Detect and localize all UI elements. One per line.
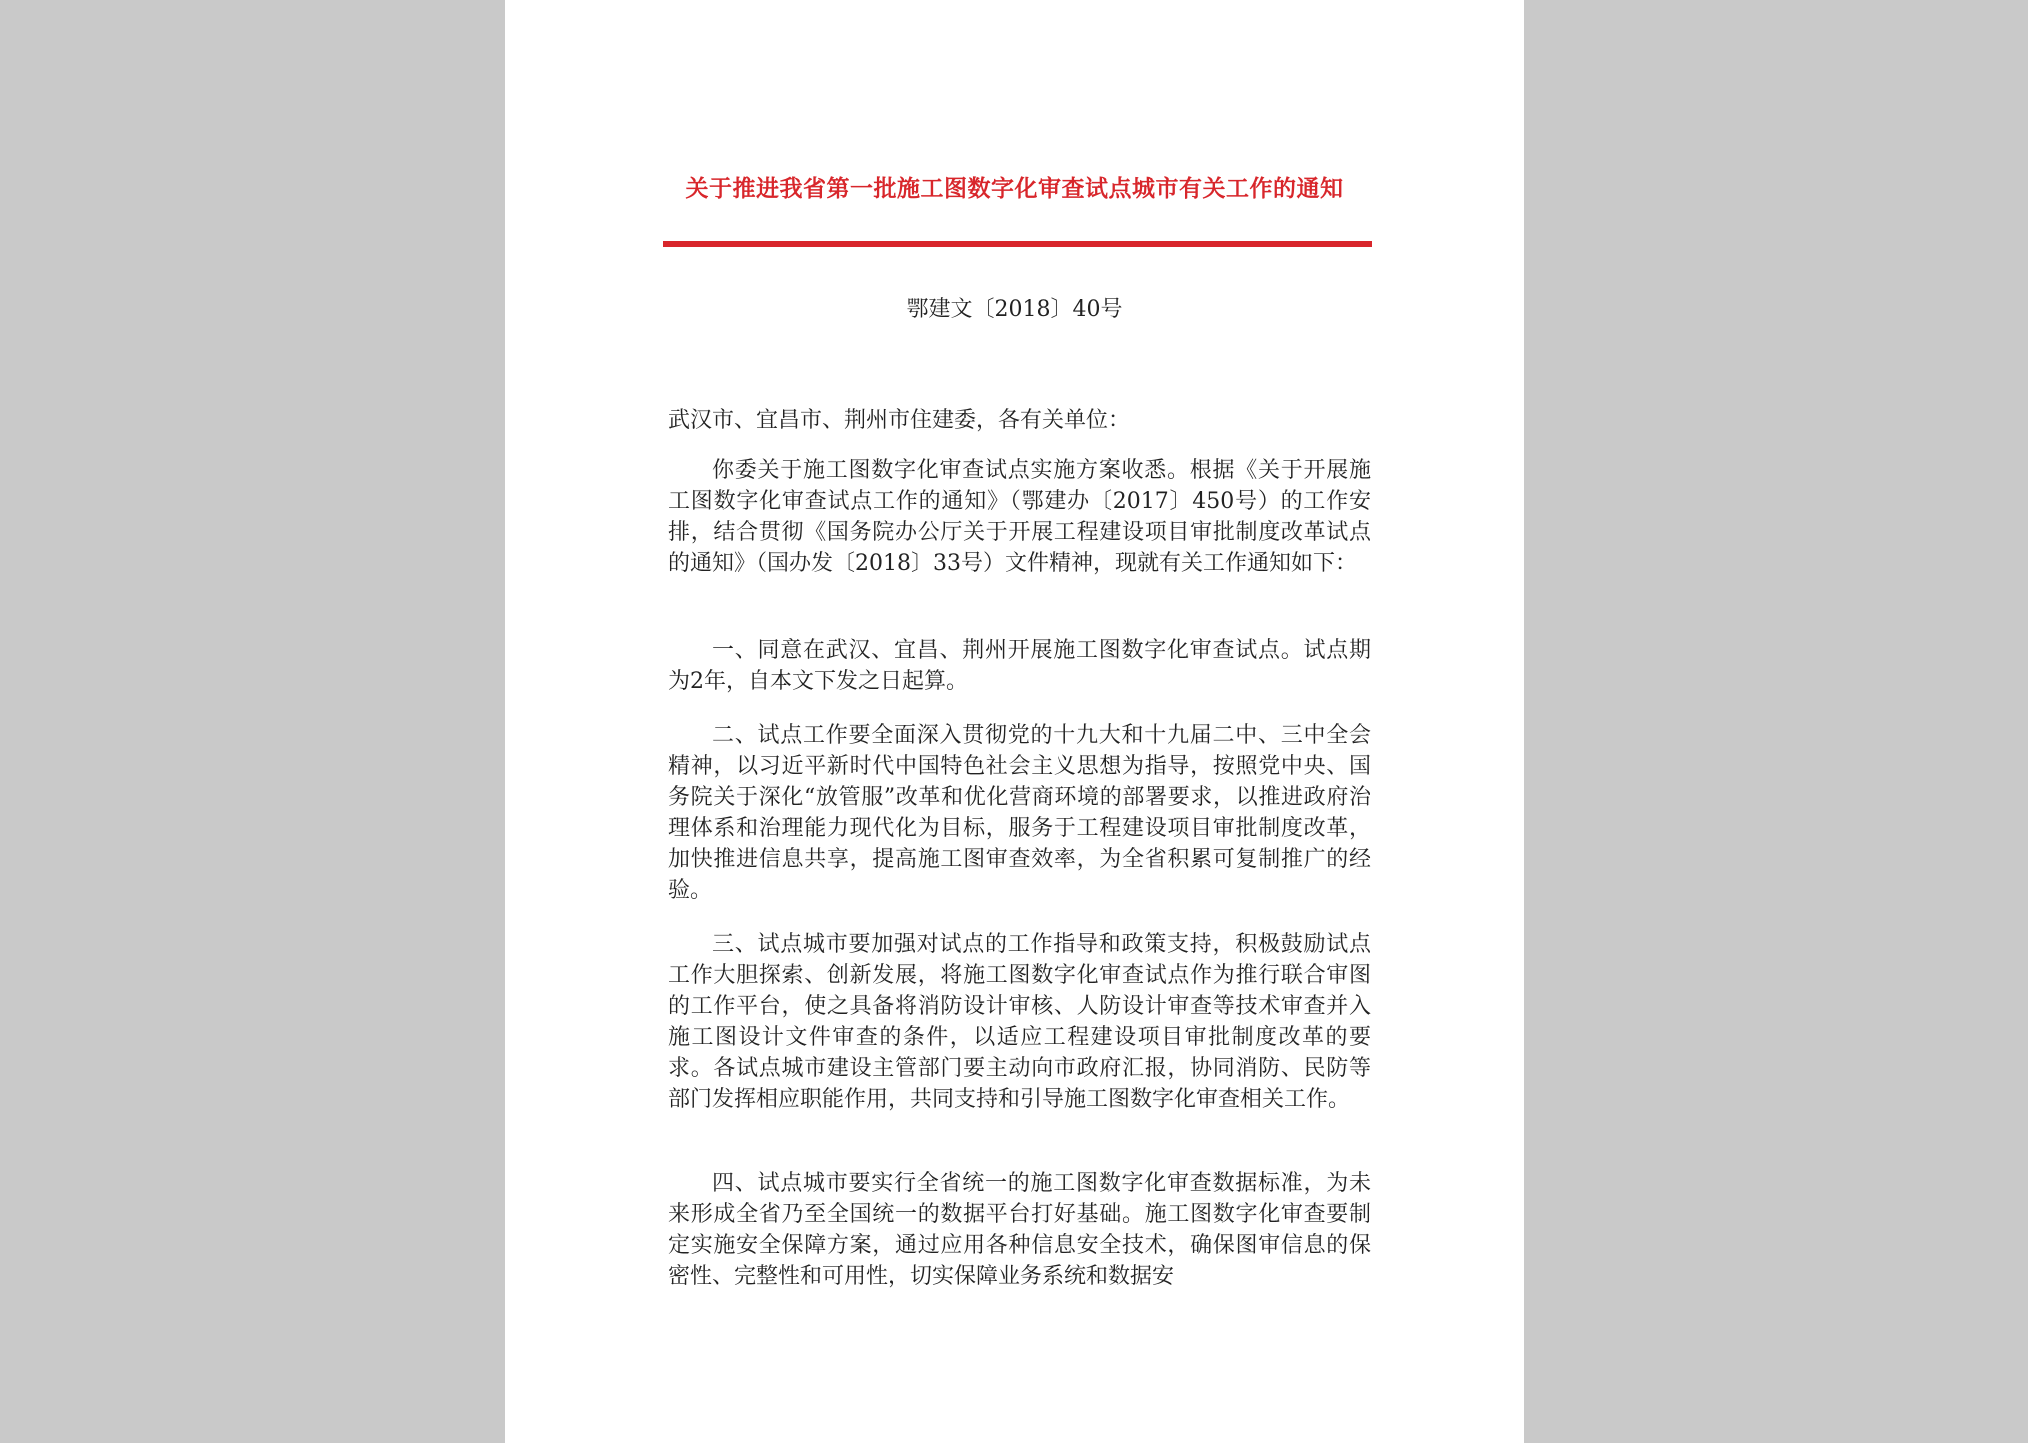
paragraph-item-4: 四、试点城市要实行全省统一的施工图数字化审查数据标准，为未来形成全省乃至全国统一的数据平台打好基础。施工图数字化审查要制定实施安全保障方案，通过应用各种信息安全技术，确保图审信息的保密性、完整性和可用性，切实保障业务系统和数据安: [668, 1171, 1371, 1289]
red-header-rule: [663, 241, 1372, 247]
paragraph-item-2: 二、试点工作要全面深入贯彻党的十九大和十九届二中、三中全会精神，以习近平新时代中国特色社会主义思想为指导，按照党中央、国务院关于深化“放管服”改革和优化营商环境的部署要求，以推进政府治理体系和治理能力现代化为目标，服务于工程建设项目审批制度改革，加快推进信息共享，提高施工图审查效率，为全省积累可复制推广的经验。: [668, 723, 1371, 903]
document-page: [505, 0, 1524, 1443]
paragraph-item-3: 三、试点城市要加强对试点的工作指导和政策支持，积极鼓励试点工作大胆探索、创新发展，将施工图数字化审查试点作为推行联合审图的工作平台，使之具备将消防设计审核、人防设计审查等技术审查并入施工图设计文件审查的条件，以适应工程建设项目审批制度改革的要求。各试点城市建设主管部门要主动向市政府汇报，协同消防、民防等部门发挥相应职能作用，共同支持和引导施工图数字化审查相关工作。: [668, 932, 1371, 1112]
greeting-line: 武汉市、宜昌市、荆州市住建委，各有关单位：: [668, 408, 1131, 433]
paragraph-intro: 你委关于施工图数字化审查试点实施方案收悉。根据《关于开展施工图数字化审查试点工作的通知》（鄂建办〔2017〕450号）的工作安排，结合贯彻《国务院办公厅关于开展工程建设项目审批制度改革试点的通知》（国办发〔2018〕33号）文件精神，现就有关工作通知如下：: [668, 458, 1371, 576]
document-number: 鄂建文〔2018〕40号: [906, 297, 1123, 322]
paragraph-item-1: 一、同意在武汉、宜昌、荆州开展施工图数字化审查试点。试点期为2年，自本文下发之日起算。: [668, 638, 1371, 694]
document-title: 关于推进我省第一批施工图数字化审查试点城市有关工作的通知: [685, 175, 1344, 202]
